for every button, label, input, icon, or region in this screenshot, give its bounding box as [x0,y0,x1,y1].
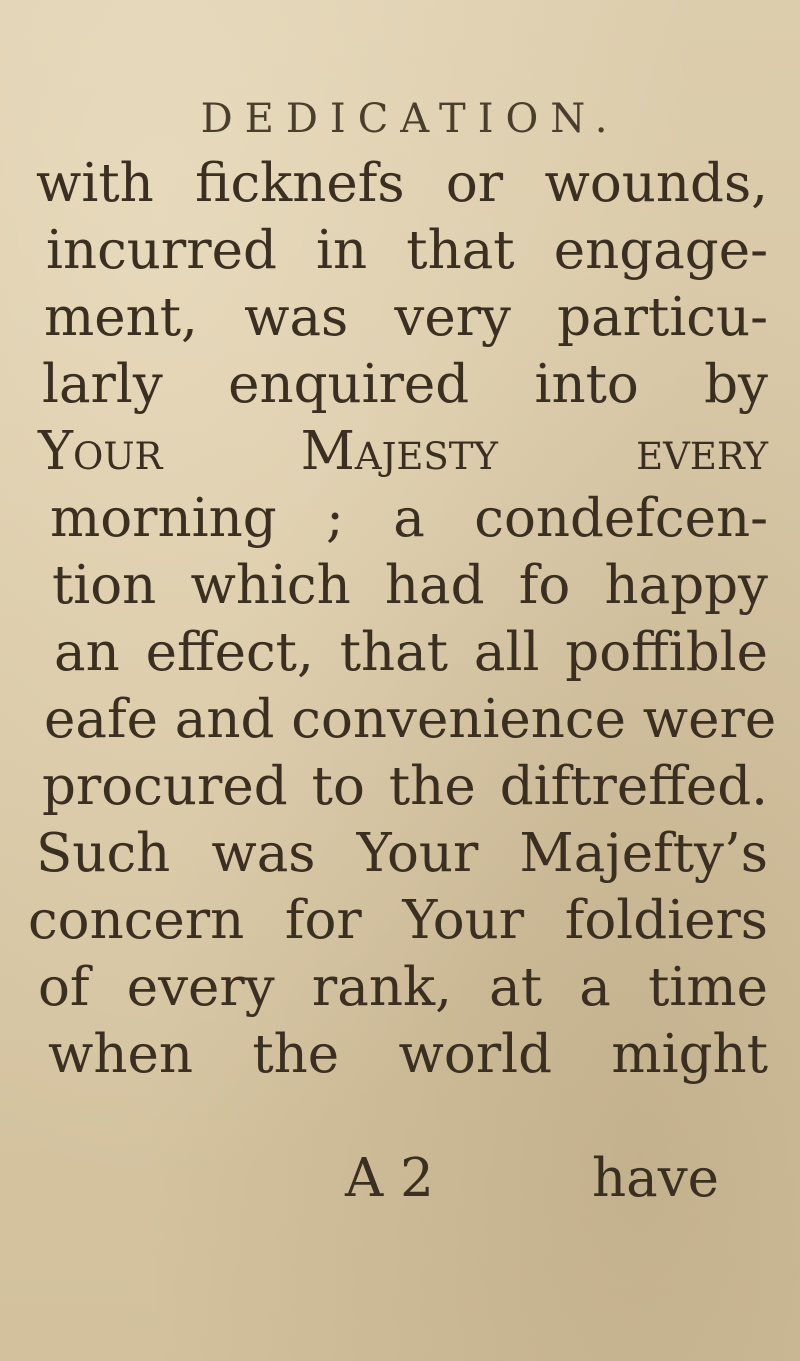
text-line: ment, was very particu- [44,287,768,348]
text-line: incurred in that engage- [46,220,768,281]
text-line: eafe and convenience were [44,689,777,750]
text-line: Such was Your Majefty’s [36,823,768,884]
text-line: concern for Your foldiers [28,890,768,951]
catchword: have [592,1148,720,1209]
running-header: DEDICATION. [200,96,620,142]
text-line: tion which had fo happy [52,555,768,616]
text-line: of every rank, at a time [38,957,768,1018]
signature-mark: A 2 [345,1148,434,1209]
text-line: morning ; a condefcen- [50,488,768,549]
text-line: an effect, that all poffible [54,622,768,683]
text-line: when the world might [48,1024,768,1085]
text-line: with ficknefs or wounds, [36,153,768,214]
page-footer [0,1145,800,1212]
body-text [28,150,777,1088]
text-line: larly enquired into by [42,354,768,415]
text-line: procured to the diftreffed. [42,756,768,817]
text-line: Your Majesty every [38,421,768,482]
